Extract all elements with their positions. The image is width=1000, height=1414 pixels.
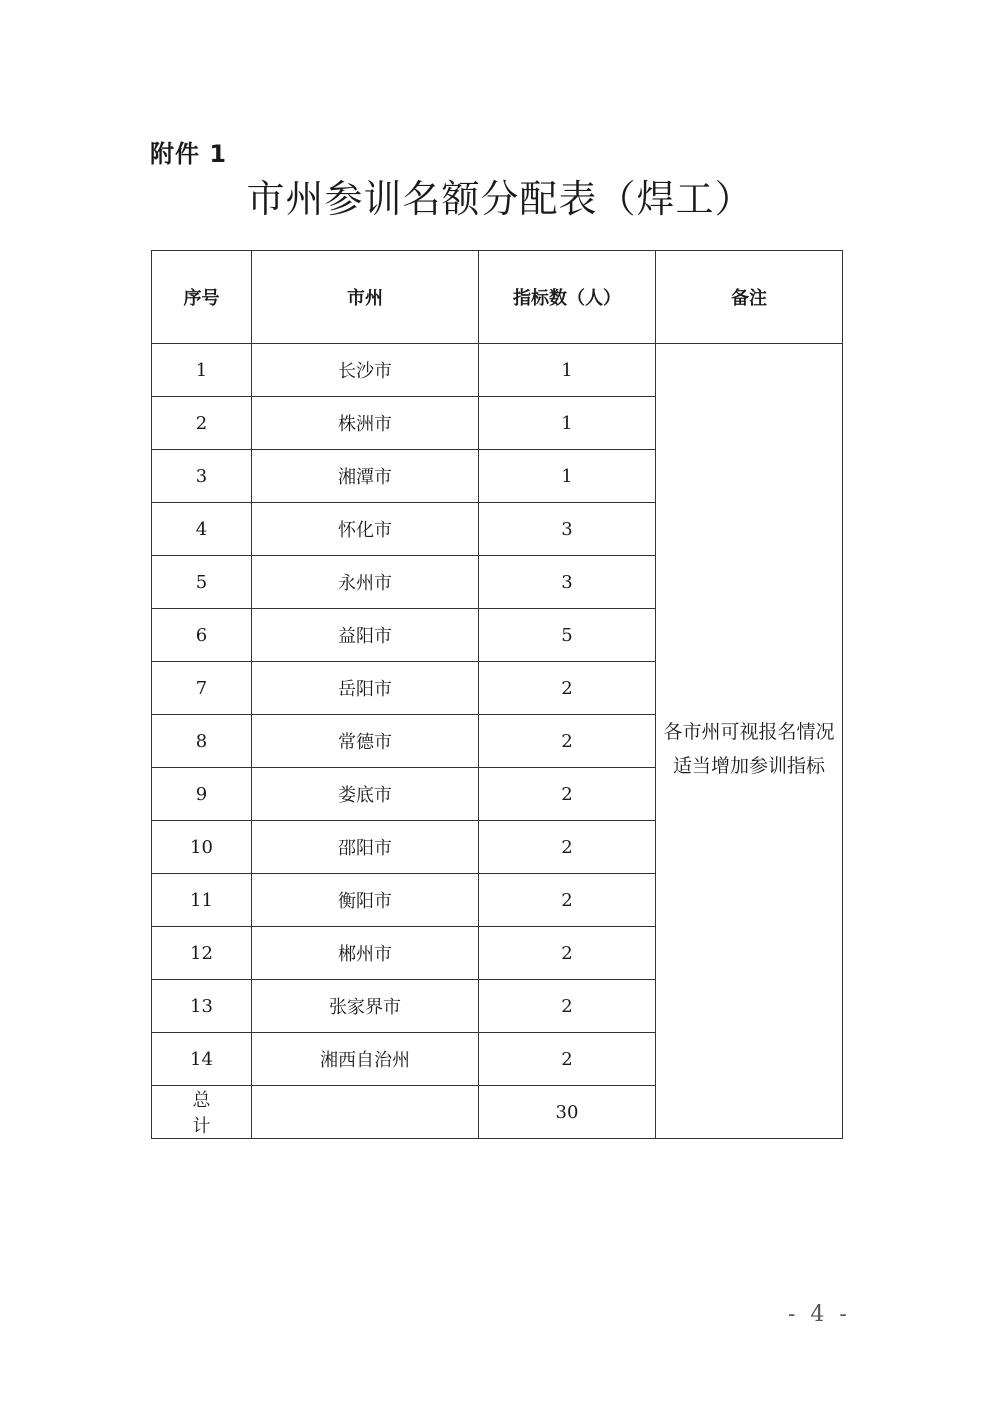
table-row	[152, 344, 843, 397]
page-title: 市州参训名额分配表（焊工）	[246, 177, 754, 221]
row-city: 怀化市	[252, 503, 479, 556]
row-quota: 2	[479, 874, 656, 927]
header-quota: 指标数（人）	[479, 251, 656, 344]
note-line-2: 适当增加参训指标	[672, 755, 825, 777]
row-quota: 2	[479, 768, 656, 821]
header-note: 备注	[656, 251, 843, 344]
row-number: 9	[152, 768, 252, 821]
row-city: 衡阳市	[252, 874, 479, 927]
row-number: 5	[152, 556, 252, 609]
row-quota: 3	[479, 556, 656, 609]
row-quota: 1	[479, 397, 656, 450]
row-number: 4	[152, 503, 252, 556]
row-city: 株洲市	[252, 397, 479, 450]
row-number: 8	[152, 715, 252, 768]
row-quota: 5	[479, 609, 656, 662]
header-no: 序号	[152, 251, 252, 344]
row-quota: 2	[479, 821, 656, 874]
attachment-label: 附件 1	[150, 140, 228, 168]
row-city: 张家界市	[252, 980, 479, 1033]
note-line-1: 各市州可视报名情况	[663, 721, 835, 743]
total-city	[252, 1086, 479, 1139]
row-quota: 2	[479, 927, 656, 980]
row-number: 2	[152, 397, 252, 450]
row-number: 10	[152, 821, 252, 874]
row-city: 郴州市	[252, 927, 479, 980]
row-city: 长沙市	[252, 344, 479, 397]
note-cell	[656, 344, 843, 1139]
row-number: 7	[152, 662, 252, 715]
total-label: 总计	[152, 1086, 252, 1139]
total-quota: 30	[479, 1086, 656, 1139]
row-number: 11	[152, 874, 252, 927]
header-city: 市州	[252, 251, 479, 344]
row-number: 13	[152, 980, 252, 1033]
row-city: 湘潭市	[252, 450, 479, 503]
table-header-row	[152, 251, 843, 344]
row-number: 1	[152, 344, 252, 397]
table-body	[152, 344, 843, 1139]
row-city: 娄底市	[252, 768, 479, 821]
row-number: 3	[152, 450, 252, 503]
row-city: 邵阳市	[252, 821, 479, 874]
row-city: 永州市	[252, 556, 479, 609]
row-number: 6	[152, 609, 252, 662]
row-quota: 2	[479, 980, 656, 1033]
row-city: 岳阳市	[252, 662, 479, 715]
row-city: 益阳市	[252, 609, 479, 662]
row-number: 14	[152, 1033, 252, 1086]
row-quota: 2	[479, 662, 656, 715]
row-city: 湘西自治州	[252, 1033, 479, 1086]
row-city: 常德市	[252, 715, 479, 768]
row-quota: 1	[479, 450, 656, 503]
row-number: 12	[152, 927, 252, 980]
row-quota: 3	[479, 503, 656, 556]
row-quota: 2	[479, 1033, 656, 1086]
row-quota: 1	[479, 344, 656, 397]
page-number: - 4 -	[788, 1302, 851, 1327]
quota-table	[151, 250, 843, 1139]
row-quota: 2	[479, 715, 656, 768]
